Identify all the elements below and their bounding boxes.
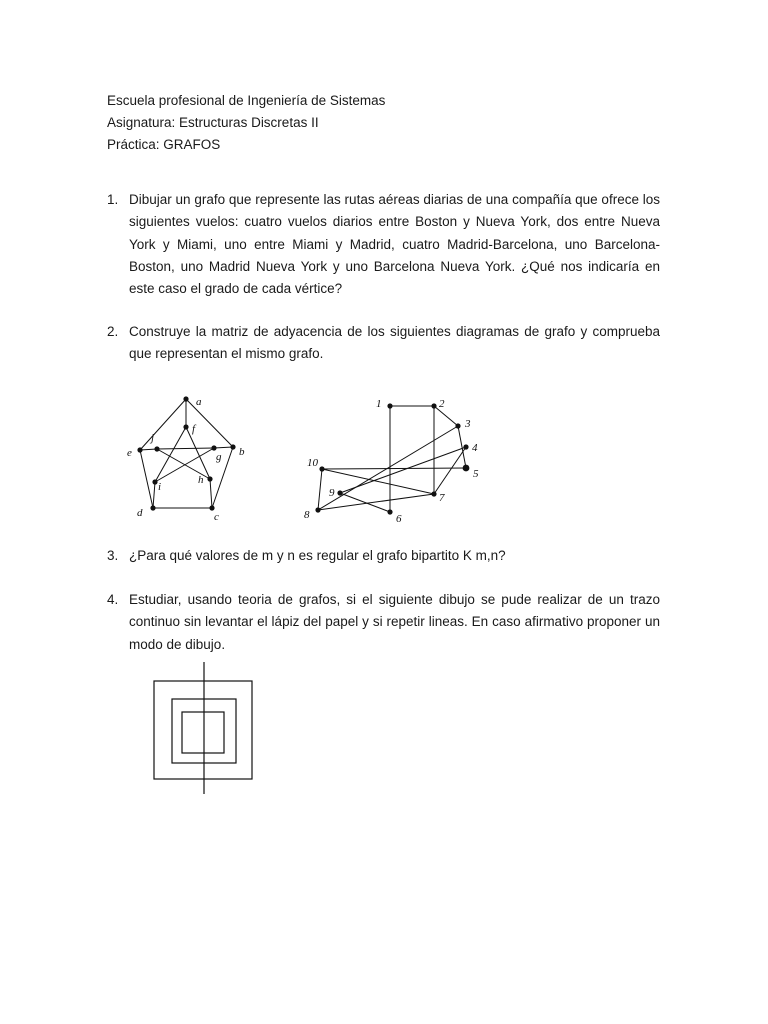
question-3 xyxy=(107,545,660,567)
vertex-a xyxy=(183,396,188,401)
vertex-j xyxy=(154,446,159,451)
outer-square xyxy=(154,681,252,779)
vertex-2 xyxy=(431,403,436,408)
vertex-c xyxy=(209,505,214,510)
edge-b-g xyxy=(214,447,233,448)
label-1: 1 xyxy=(376,398,382,410)
edge-g-j xyxy=(157,448,214,449)
question-4 xyxy=(107,589,660,656)
label-g: g xyxy=(216,451,222,463)
question-2-text: Construye la matriz de adyacencia de los siguientes diagramas de grafo y comprueba que representan el mismo grafo. xyxy=(129,324,660,362)
school-name: Escuela profesional de Ingeniería de Sistemas xyxy=(107,93,386,108)
question-1 xyxy=(107,189,660,300)
graph-diagrams xyxy=(0,380,768,530)
label-8: 8 xyxy=(304,509,310,521)
subject-line: Asignatura: Estructuras Discretas II xyxy=(107,115,319,130)
question-1-number: 1. xyxy=(107,192,119,207)
vertex-9 xyxy=(337,490,342,495)
vertex-1 xyxy=(387,403,392,408)
label-d: d xyxy=(137,507,143,519)
edge-d-e xyxy=(140,450,153,508)
label-i: i xyxy=(158,481,162,493)
edge-c-h xyxy=(210,479,212,508)
label-h: h xyxy=(198,474,204,486)
label-7: 7 xyxy=(439,492,445,504)
label-b: b xyxy=(239,446,245,458)
edge-4-9 xyxy=(340,447,466,493)
edge-9-6 xyxy=(340,493,390,512)
label-2: 2 xyxy=(439,398,445,410)
vertex-7 xyxy=(431,491,436,496)
edge-f-h xyxy=(186,427,210,479)
label-j: j xyxy=(151,432,155,444)
edge-10-5 xyxy=(322,468,466,469)
edge-d-i xyxy=(153,482,155,508)
question-2-number: 2. xyxy=(107,324,119,339)
vertex-d xyxy=(150,505,155,510)
question-3-number: 3. xyxy=(107,548,119,563)
edge-10-7 xyxy=(322,469,434,494)
vertex-b xyxy=(230,444,235,449)
question-2 xyxy=(107,321,660,366)
label-10: 10 xyxy=(307,457,318,469)
inner-square xyxy=(182,712,224,753)
nested-squares-drawing xyxy=(140,660,270,800)
vertex-10 xyxy=(319,466,324,471)
edge-2-3 xyxy=(434,406,458,426)
vertex-e xyxy=(137,447,142,452)
label-6: 6 xyxy=(396,513,402,525)
label-9: 9 xyxy=(329,487,335,499)
edge-f-i xyxy=(155,427,186,482)
label-f: f xyxy=(192,423,196,435)
vertex-f xyxy=(183,424,188,429)
question-3-text: ¿Para qué valores de m y n es regular el grafo bipartito K m,n? xyxy=(129,548,506,563)
vertex-4 xyxy=(463,444,468,449)
edge-e-a xyxy=(140,399,186,450)
label-a: a xyxy=(196,396,202,408)
vertex-3 xyxy=(455,423,460,428)
vertex-8 xyxy=(315,507,320,512)
question-4-text: Estudiar, usando teoria de grafos, si el siguiente dibujo se pude realizar de un trazo continuo sin levantar el lápiz del papel y si repetir lineas. En caso afirmativo proponer un modo de dibujo. xyxy=(129,592,660,652)
numbered-graph-labels xyxy=(304,398,479,525)
vertex-i xyxy=(152,479,157,484)
question-1-text: Dibujar un grafo que represente las rutas aéreas diarias de una compañía que ofrece los siguientes vuelos: cuatro vuelos diarios entre Boston y Nueva York, dos entre Nueva York y Miami, uno entre Miami y Madrid, cuatro Madrid-Barcelona, uno Barcelona-Boston, uno Madrid Nueva York y uno Barcelona Nueva York. ¿Qué nos indicaría en este caso el grado de cada vértice? xyxy=(129,192,660,297)
vertex-h xyxy=(207,476,212,481)
edge-4-7 xyxy=(434,447,466,494)
label-c: c xyxy=(214,511,219,523)
label-5: 5 xyxy=(473,468,479,480)
practice-title: Práctica: GRAFOS xyxy=(107,137,221,152)
vertex-5 xyxy=(463,465,470,472)
vertex-g xyxy=(211,445,216,450)
label-3: 3 xyxy=(465,418,471,430)
label-e: e xyxy=(127,447,132,459)
vertex-6 xyxy=(387,509,392,514)
edge-10-8 xyxy=(318,469,322,510)
question-4-number: 4. xyxy=(107,592,119,607)
label-4: 4 xyxy=(472,442,478,454)
edge-8-7 xyxy=(318,494,434,510)
